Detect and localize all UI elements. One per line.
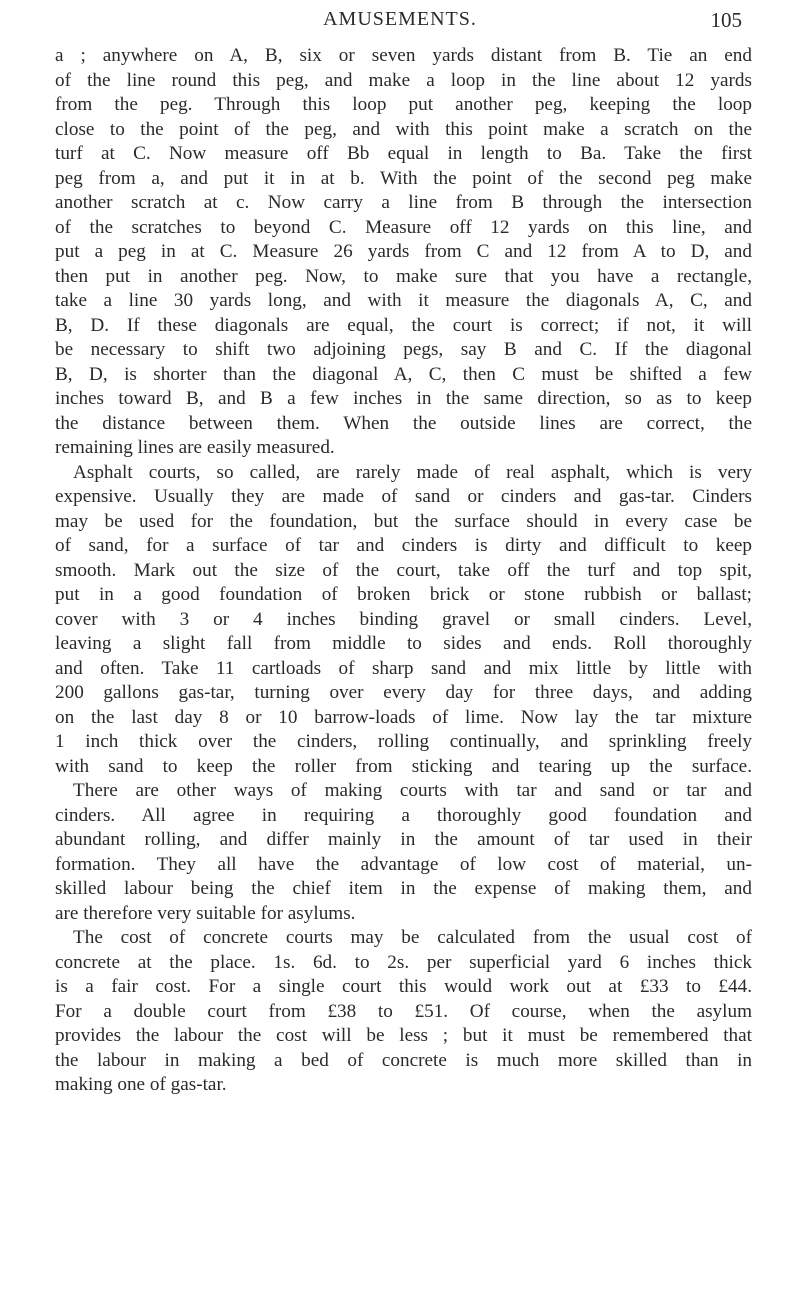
text-line: with sand to keep the roller from sticking and tearing up the surface. — [55, 755, 752, 777]
text-line: For a double court from £38 to £51. Of course, when the asylum — [55, 1000, 752, 1022]
text-line: remaining lines are easily measured. — [55, 437, 335, 458]
text-line: of sand, for a surface of tar and cinders is dirty and difficult to keep — [55, 535, 752, 556]
text-line: the distance between them. When the outside lines are correct, the — [55, 412, 752, 434]
text-line: put in a good foundation of broken brick or stone rubbish or ballast; — [55, 584, 752, 605]
text-line: provides the labour the cost will be less ; but it must be remembered that — [55, 1025, 752, 1046]
text-line: smooth. Mark out the size of the court, take off the turf and top spit, — [55, 559, 752, 581]
body-text — [55, 44, 752, 1098]
text-line: 1 inch thick over the cinders, rolling continually, and sprinkling freely — [55, 731, 752, 752]
text-line: making one of gas-tar. — [55, 1074, 227, 1095]
text-line: of the scratches to beyond C. Measure off 12 yards on this line, and — [55, 216, 752, 238]
text-line: another scratch at c. Now carry a line from B through the intersection — [55, 192, 752, 213]
page-number: 105 — [710, 8, 742, 32]
text-line: a ; anywhere on A, B, six or seven yards distant from B. Tie an end — [55, 45, 752, 66]
text-line: inches toward B, and B a few inches in the same direction, so as to keep — [55, 388, 752, 409]
text-line: B, D. If these diagonals are equal, the court is correct; if not, it will — [55, 314, 752, 336]
text-line: take a line 30 yards long, and with it measure the diagonals A, C, and — [55, 290, 752, 311]
text-line: the labour in making a bed of concrete is much more skilled than in — [55, 1049, 752, 1071]
text-line: formation. They all have the advantage of low cost of material, un- — [55, 853, 752, 875]
text-line: are therefore very suitable for asylums. — [55, 902, 356, 924]
text-line: then put in another peg. Now, to make sure that you have a rectangle, — [55, 265, 752, 287]
text-line: and often. Take 11 cartloads of sharp sand and mix little by little with — [55, 657, 752, 679]
text-line: may be used for the foundation, but the surface should in every case be — [55, 510, 752, 532]
text-line: turf at C. Now measure off Bb equal in length to Ba. Take the first — [55, 143, 752, 164]
text-line: skilled labour being the chief item in the expense of making them, and — [55, 878, 752, 899]
text-line: cinders. All agree in requiring a thoroughly good foundation and — [55, 804, 752, 826]
text-line: B, D, is shorter than the diagonal A, C, then C must be shifted a few — [55, 363, 752, 385]
text-line: expensive. Usually they are made of sand or cinders and gas-tar. Cinders — [55, 486, 752, 507]
paragraph-start-line: The cost of concrete courts may be calculated from the usual cost of — [73, 927, 752, 948]
text-line: from the peg. Through this loop put another peg, keeping the loop — [55, 94, 752, 115]
running-title: AMUSEMENTS. — [323, 8, 477, 30]
text-line: 200 gallons gas-tar, turning over every day for three days, and adding — [55, 682, 752, 703]
text-line: leaving a slight fall from middle to sides and ends. Roll thoroughly — [55, 633, 752, 654]
text-line: on the last day 8 or 10 barrow-loads of lime. Now lay the tar mixture — [55, 706, 752, 728]
text-line: of the line round this peg, and make a loop in the line about 12 yards — [55, 69, 752, 91]
text-line: peg from a, and put it in at b. With the point of the second peg make — [55, 167, 752, 189]
paragraph-start-line: Asphalt courts, so called, are rarely made of real asphalt, which is very — [73, 461, 752, 483]
text-line: is a fair cost. For a single court this would work out at £33 to £44. — [55, 976, 752, 997]
page-header — [0, 8, 800, 42]
text-line: abundant rolling, and differ mainly in the amount of tar used in their — [55, 829, 752, 850]
text-line: concrete at the place. 1s. 6d. to 2s. per superficial yard 6 inches thick — [55, 951, 752, 973]
paragraph-start-line: There are other ways of making courts with tar and sand or tar and — [73, 780, 752, 801]
text-line: be necessary to shift two adjoining pegs, say B and C. If the diagonal — [55, 339, 752, 360]
text-line: close to the point of the peg, and with this point make a scratch on the — [55, 118, 752, 140]
text-line: put a peg in at C. Measure 26 yards from C and 12 from A to D, and — [55, 241, 752, 262]
text-line: cover with 3 or 4 inches binding gravel or small cinders. Level, — [55, 608, 752, 630]
